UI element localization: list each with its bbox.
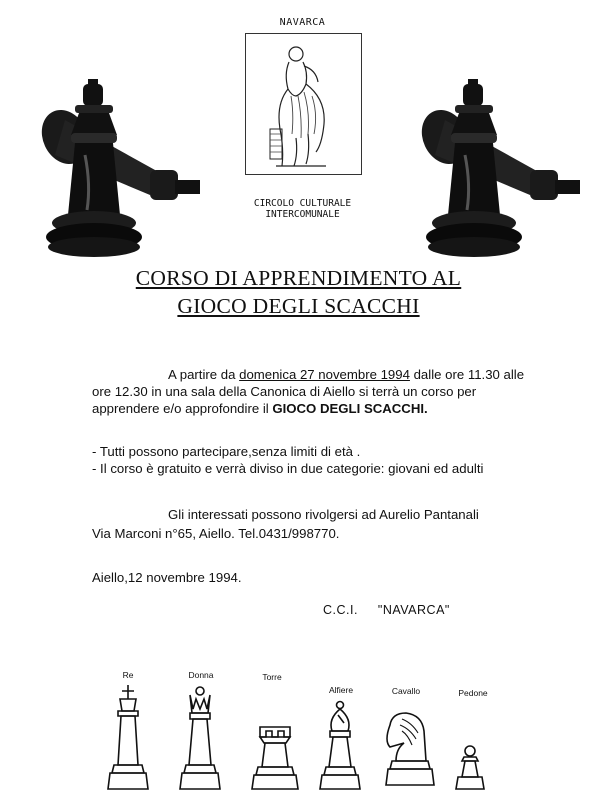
pawn-icon — [456, 746, 484, 789]
title-line2: GIOCO DEGLI SCACCHI — [177, 294, 420, 318]
chess-king-illustration-left — [25, 75, 210, 265]
intro-part1: A partire da — [168, 367, 240, 382]
place-date: Aiello,12 novembre 1994. — [92, 570, 242, 585]
intro-paragraph — [92, 366, 532, 417]
logo-bottom-text — [230, 198, 375, 220]
piece-label-donna: Donna — [188, 670, 214, 680]
logo-line1: CIRCOLO CULTURALE — [253, 198, 352, 209]
piece-label-pedone: Pedone — [458, 688, 488, 698]
list-item: - Il corso è gratuito e verrà diviso in due categorie: giovani ed adulti — [92, 461, 484, 476]
knight-icon — [386, 713, 434, 785]
rook-icon — [252, 727, 298, 789]
chess-king-illustration-right — [405, 75, 590, 265]
logo-line2: INTERCOMUNALE — [265, 209, 340, 220]
contact-line2: Via Marconi n°65, Aiello. Tel.0431/998770. — [92, 526, 340, 541]
contact-line1: Gli interessati possono rivolgersi ad Aurelio Pantanali — [168, 507, 479, 522]
piece-label-alfiere: Alfiere — [328, 685, 354, 695]
intro-bold: GIOCO DEGLI SCACCHI. — [272, 401, 428, 416]
list-item: - Tutti possono partecipare,senza limiti di età . — [92, 444, 361, 459]
piece-label-cavallo: Cavallo — [391, 686, 421, 696]
logo-frame — [245, 33, 362, 175]
bishop-icon — [320, 702, 360, 790]
king-icon — [108, 685, 148, 789]
intro-date: domenica 27 novembre 1994 — [239, 367, 410, 382]
statue-icon — [246, 34, 361, 174]
bullet-list — [92, 443, 532, 477]
signature: C.C.I. "NAVARCA" — [323, 603, 450, 617]
intro-part2: dalle ore 11.30 alle ore 12.30 in una sala della Canonica di Aiello si terrà un corso per apprendere e/o approfondire il — [92, 367, 525, 416]
piece-label-torre: Torre — [262, 672, 282, 682]
chess-pieces-row — [90, 685, 510, 797]
contact-info — [92, 505, 552, 543]
queen-icon — [180, 687, 220, 789]
piece-label-re: Re — [122, 670, 134, 680]
logo-top-text: NAVARCA — [279, 17, 326, 28]
title-line1: CORSO DI APPRENDIMENTO AL — [135, 266, 462, 290]
